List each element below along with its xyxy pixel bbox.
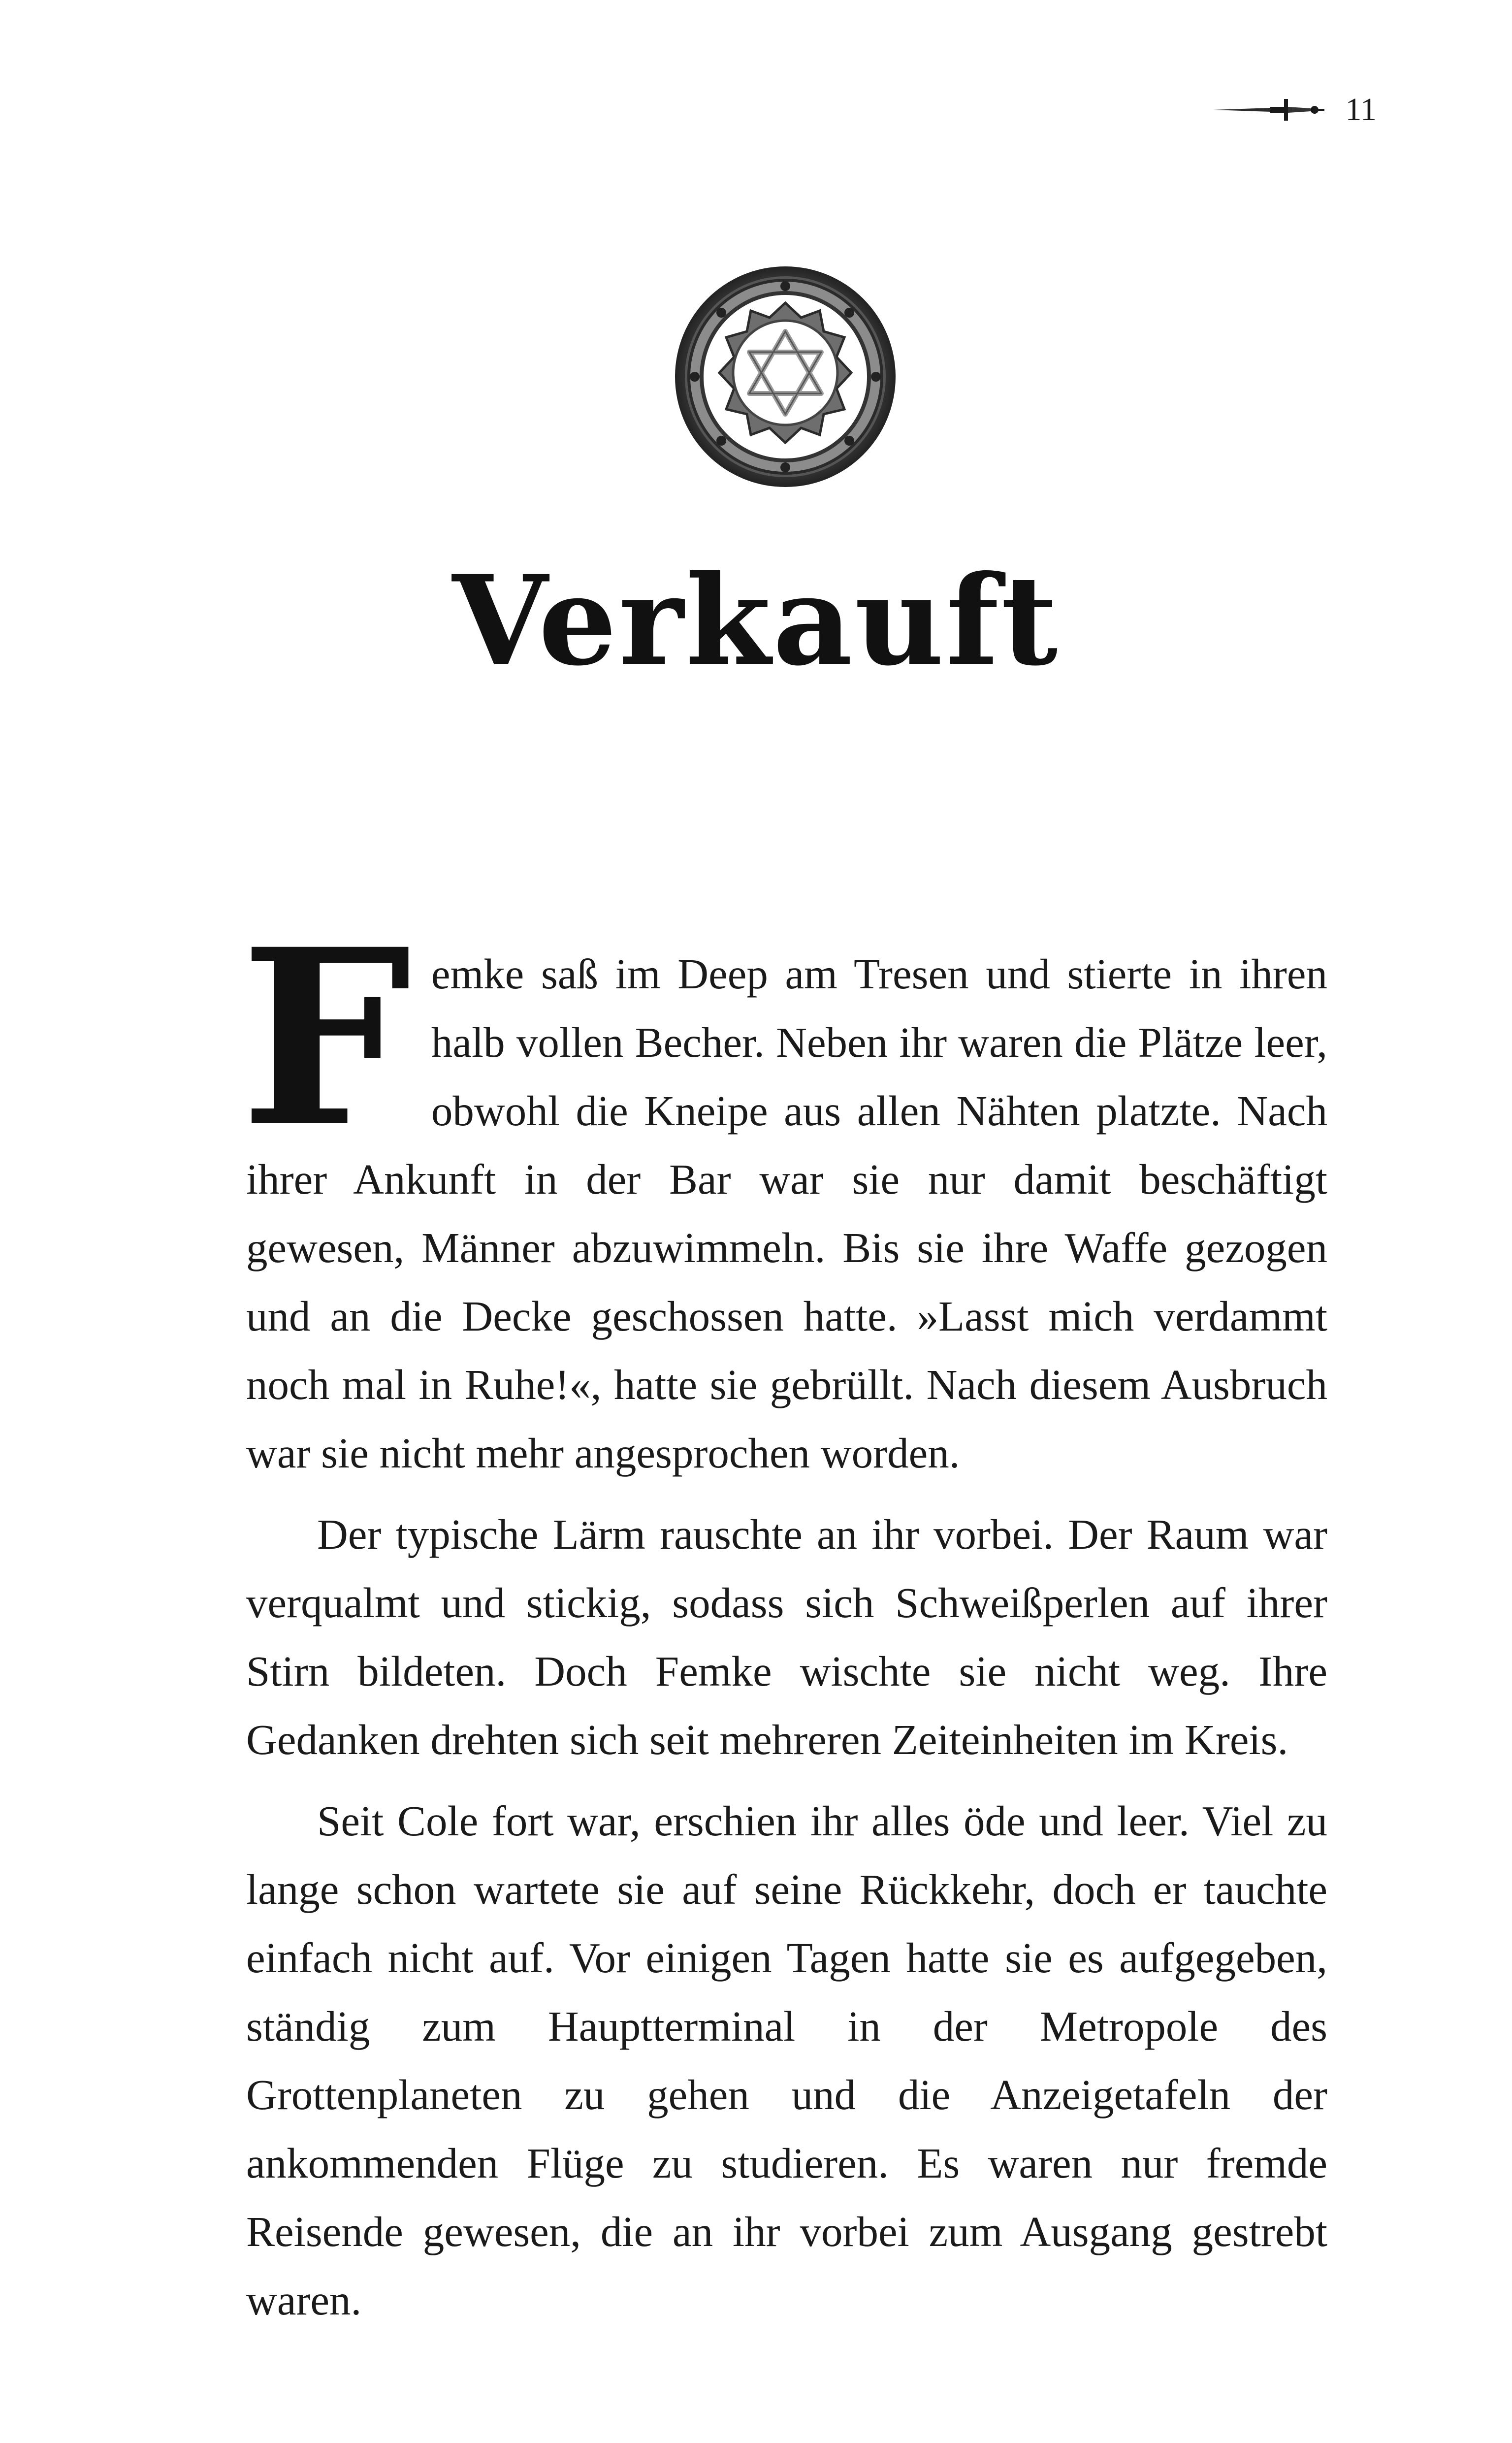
paragraph-text: emke saß im Deep am Tresen und stierte in ihren halb vollen Becher. Neben ihr waren die Plätze leer, obwohl die Kneipe aus allen Nähten platzte. Nach ihrer Ankunft in der Bar war sie nur damit beschäftigt gewesen, Männer abzuwimmeln. Bis sie ihre Waffe gezogen und an die Decke geschossen hatte. »Lasst mich verdammt noch mal in Ruhe!«, hatte sie gebrüllt. Nach diesem Ausbruch war sie nicht mehr angesprochen worden.: [246, 950, 1327, 1477]
body-text: [240, 896, 1327, 2347]
hexagram-medallion-icon: [672, 263, 899, 490]
drop-cap: F: [240, 896, 412, 1180]
paragraph: Der typische Lärm rauschte an ihr vorbei. Der Raum war verqualmt und stickig, sodass sich Schweißperlen auf ihrer Stirn bildeten. Doch Femke wischte sie nicht weg. Ihre Gedanken drehten sich seit mehreren Zeiteinheiten im Kreis.: [246, 1510, 1327, 1763]
page-header: [1212, 94, 1377, 126]
chapter-title: Verkauft: [452, 548, 1060, 693]
paragraph: [240, 896, 1327, 1487]
paragraph: Seit Cole fort war, erschien ihr alles öde und leer. Viel zu lange schon wartete sie auf seine Rückkehr, doch er tauchte einfach nicht auf. Vor einigen Tagen hatte sie es aufgegeben, ständig zum Hauptterminal in der Metropole des Grottenplaneten zu gehen und die Anzeigetafeln der ankommenden Flüge zu studieren. Es waren nur fremde Reisende gewesen, die an ihr vorbei zum Ausgang gestrebt waren.: [246, 1797, 1327, 2324]
page-number: 11: [1345, 92, 1377, 128]
dagger-icon: [1212, 95, 1325, 125]
